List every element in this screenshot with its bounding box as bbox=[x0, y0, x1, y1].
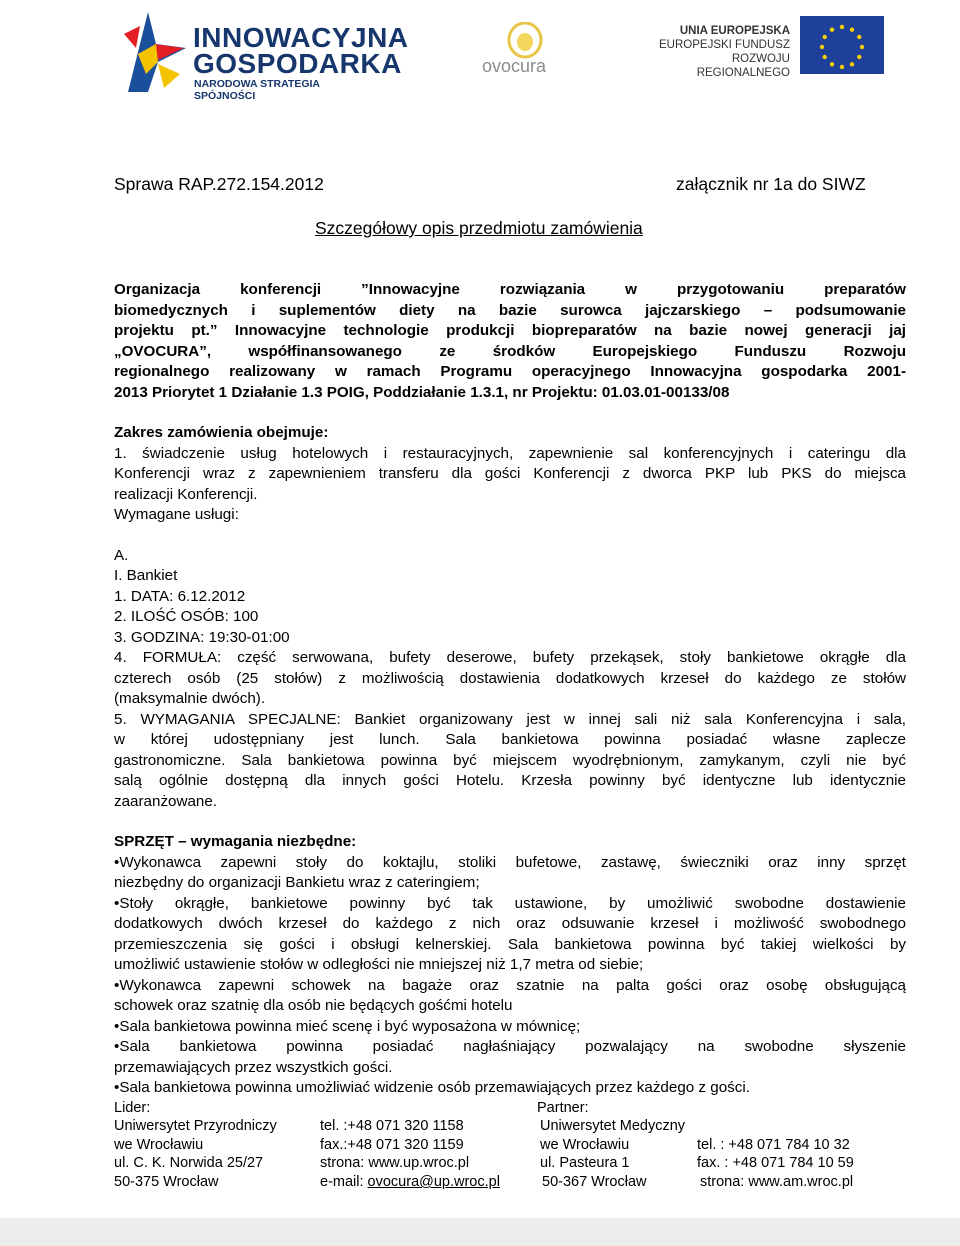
required-services: Wymagane usługi: bbox=[114, 506, 239, 523]
formula-line: czterech osób (25 stołów) z możliwością dostawienia dodatkowych krzeseł do każdego ze stołów bbox=[114, 670, 906, 687]
ovocura-logo bbox=[470, 22, 580, 82]
leader-label: Lider: bbox=[114, 1100, 151, 1116]
formula-line: 4. FORMUŁA: część serwowana, bufety deserowe, bufety przekąsek, stoły bankietowe okrągłe dla bbox=[114, 649, 906, 666]
equipment-line: •Sala bankietowa powinna umożliwiać widzenie osób przemawiających przez każdego z gości. bbox=[114, 1079, 750, 1096]
partner-contact: strona: www.am.wroc.pl bbox=[700, 1174, 854, 1190]
partner-label: Partner: bbox=[537, 1100, 589, 1116]
partner-line: ul. Pasteura 1 bbox=[540, 1155, 630, 1171]
leader-line: Uniwersytet Przyrodniczy bbox=[114, 1118, 277, 1134]
banquet-time: 3. GODZINA: 19:30-01:00 bbox=[114, 629, 290, 646]
scope-line: realizacji Konferencji. bbox=[114, 486, 258, 503]
innowacyjna-gospodarka-logo bbox=[118, 4, 409, 102]
partner-line: 50-367 Wrocław bbox=[542, 1174, 647, 1190]
formula-line: (maksymalnie dwóch). bbox=[114, 690, 266, 707]
leader-line: ul. C. K. Norwida 25/27 bbox=[114, 1155, 264, 1171]
case-number: Sprawa RAP.272.154.2012 bbox=[114, 174, 324, 194]
leader-line: we Wrocławiu bbox=[114, 1137, 204, 1153]
ue-line1: UNIA EUROPEJSKA bbox=[679, 25, 790, 37]
intro-line: Organizacja konferencji ”Innowacyjne rozwiązania w przygotowaniu preparatów bbox=[114, 281, 906, 298]
banquet-heading: I. Bankiet bbox=[114, 567, 178, 584]
equipment-line: przemawiających przez wszystkich gości. bbox=[114, 1059, 393, 1076]
intro-line: „OVOCURA”, współfinansowanego ze środków Europejskiego Funduszu Rozwoju bbox=[114, 343, 906, 360]
banquet-people: 2. ILOŚĆ OSÓB: 100 bbox=[114, 608, 259, 625]
intro-line: biomedycznych i suplementów diety na bazie surowca jajczarskiego – podsumowanie bbox=[114, 302, 906, 319]
partner-contact: fax. : +48 071 784 10 59 bbox=[697, 1155, 854, 1171]
equipment-line: niezbędny do organizacji Bankietu wraz z cateringiem; bbox=[114, 874, 480, 891]
intro-line: regionalnego realizowany w ramach Programu operacyjnego Innowacyjna gospodarka 2001- bbox=[114, 363, 906, 380]
equipment-line: przemieszczenia się gości i obsługi kelnerskiej. Sala bankietowa powinna być takiej wielkości by bbox=[114, 936, 906, 953]
equipment-line: •Sala bankietowa powinna mieć scenę i być wyposażona w mównicę; bbox=[114, 1018, 581, 1035]
equipment-line: •Stoły okrągłe, bankietowe powinny być tak ustawione, by umożliwić swobodne dostawienie bbox=[114, 895, 906, 912]
ue-text bbox=[650, 24, 790, 80]
email-label: e-mail: bbox=[320, 1174, 368, 1190]
header-logos bbox=[0, 0, 960, 100]
ue-line3: ROZWOJU REGIONALNEGO bbox=[696, 53, 790, 79]
attachment-label: załącznik nr 1a do SIWZ bbox=[676, 174, 866, 194]
ue-line2: EUROPEJSKI FUNDUSZ bbox=[659, 39, 790, 51]
page-title: Szczegółowy opis przedmiotu zamówienia bbox=[315, 218, 643, 238]
ig-line2: GOSPODARKA bbox=[193, 48, 402, 79]
scope-heading: Zakres zamówienia obejmuje: bbox=[114, 424, 329, 441]
ig-line3: NARODOWA STRATEGIA SPÓJNOŚCI bbox=[194, 78, 320, 102]
eu-flag-icon bbox=[800, 16, 884, 74]
leader-contact: fax.:+48 071 320 1159 bbox=[320, 1137, 464, 1153]
partner-line: Uniwersytet Medyczny bbox=[540, 1118, 686, 1134]
leader-contact: tel. :+48 071 320 1158 bbox=[320, 1118, 464, 1134]
scope-line: Konferencji wraz z zapewnieniem transferu dla gości Konferencji z dworca PKP lub PKS do miejsca bbox=[114, 465, 906, 482]
email-link[interactable]: ovocura@up.wroc.pl bbox=[367, 1174, 500, 1190]
special-line: gastronomiczne. Sala bankietowa powinna być miejscem wyodrębnionym, zamykanym, czyli nie być bbox=[114, 752, 906, 769]
intro-line: 2013 Priorytet 1 Działanie 1.3 POIG, Poddziałanie 1.3.1, nr Projektu: 01.03.01-00133/08 bbox=[114, 384, 730, 401]
partner-contact: tel. : +48 071 784 10 32 bbox=[697, 1137, 850, 1153]
partner-line: we Wrocławiu bbox=[540, 1137, 630, 1153]
ig-line1: INNOWACYJNA bbox=[193, 22, 409, 53]
special-line: salą ogólnie dostępną dla innych gości Hotelu. Krzesła powinny być identyczne lub identycznie bbox=[114, 772, 906, 789]
ig-star-logo-icon bbox=[118, 4, 188, 94]
equipment-line: •Wykonawca zapewni stoły do koktajlu, stoliki bufetowe, zastawę, świeczniki oraz inny sprzęt bbox=[114, 854, 906, 871]
equipment-heading: SPRZĘT – wymagania niezbędne: bbox=[114, 833, 357, 850]
special-line: 5. WYMAGANIA SPECJALNE: Bankiet organizowany jest w innej sali niż sala Konferencyjna i sala, bbox=[114, 711, 906, 728]
equipment-line: •Sala bankietowa powinna posiadać nagłaśniający pozwalający na swobodne słyszenie bbox=[114, 1038, 906, 1055]
equipment-line: schowek oraz szatnię dla osób nie będących gośćmi hotelu bbox=[114, 997, 513, 1014]
equipment-line: dodatkowych dwóch krzeseł do każdego z nich oraz odsuwanie krzeseł i możliwość swobodnego bbox=[114, 915, 906, 932]
special-line: zaaranżowane. bbox=[114, 793, 218, 810]
equipment-line: umożliwić ustawienie stołów w odległości nie mniejszej niż 1,7 metra od siebie; bbox=[114, 956, 644, 973]
banquet-date: 1. DATA: 6.12.2012 bbox=[114, 588, 246, 605]
page-bottom-band bbox=[0, 1218, 960, 1246]
section-a: A. bbox=[114, 547, 129, 564]
equipment-line: •Wykonawca zapewni schowek na bagaże oraz szatnie na palta gości oraz osobę obsługującą bbox=[114, 977, 906, 994]
leader-email-row bbox=[320, 1174, 500, 1190]
leader-line: 50-375 Wrocław bbox=[114, 1174, 219, 1190]
intro-line: projektu pt.” Innowacyjne technologie produkcji biopreparatów na bazie nowej generacji jaj bbox=[114, 322, 906, 339]
scope-line: 1. świadczenie usług hotelowych i restauracyjnych, zapewnienie sal konferencyjnych i cateringu dla bbox=[114, 445, 906, 462]
ovocura-text: ovocura bbox=[482, 56, 547, 76]
leader-contact: strona: www.up.wroc.pl bbox=[320, 1155, 470, 1171]
special-line: w której udostępniany jest lunch. Sala bankietowa powinna posiadać własne zaplecze bbox=[114, 731, 906, 748]
